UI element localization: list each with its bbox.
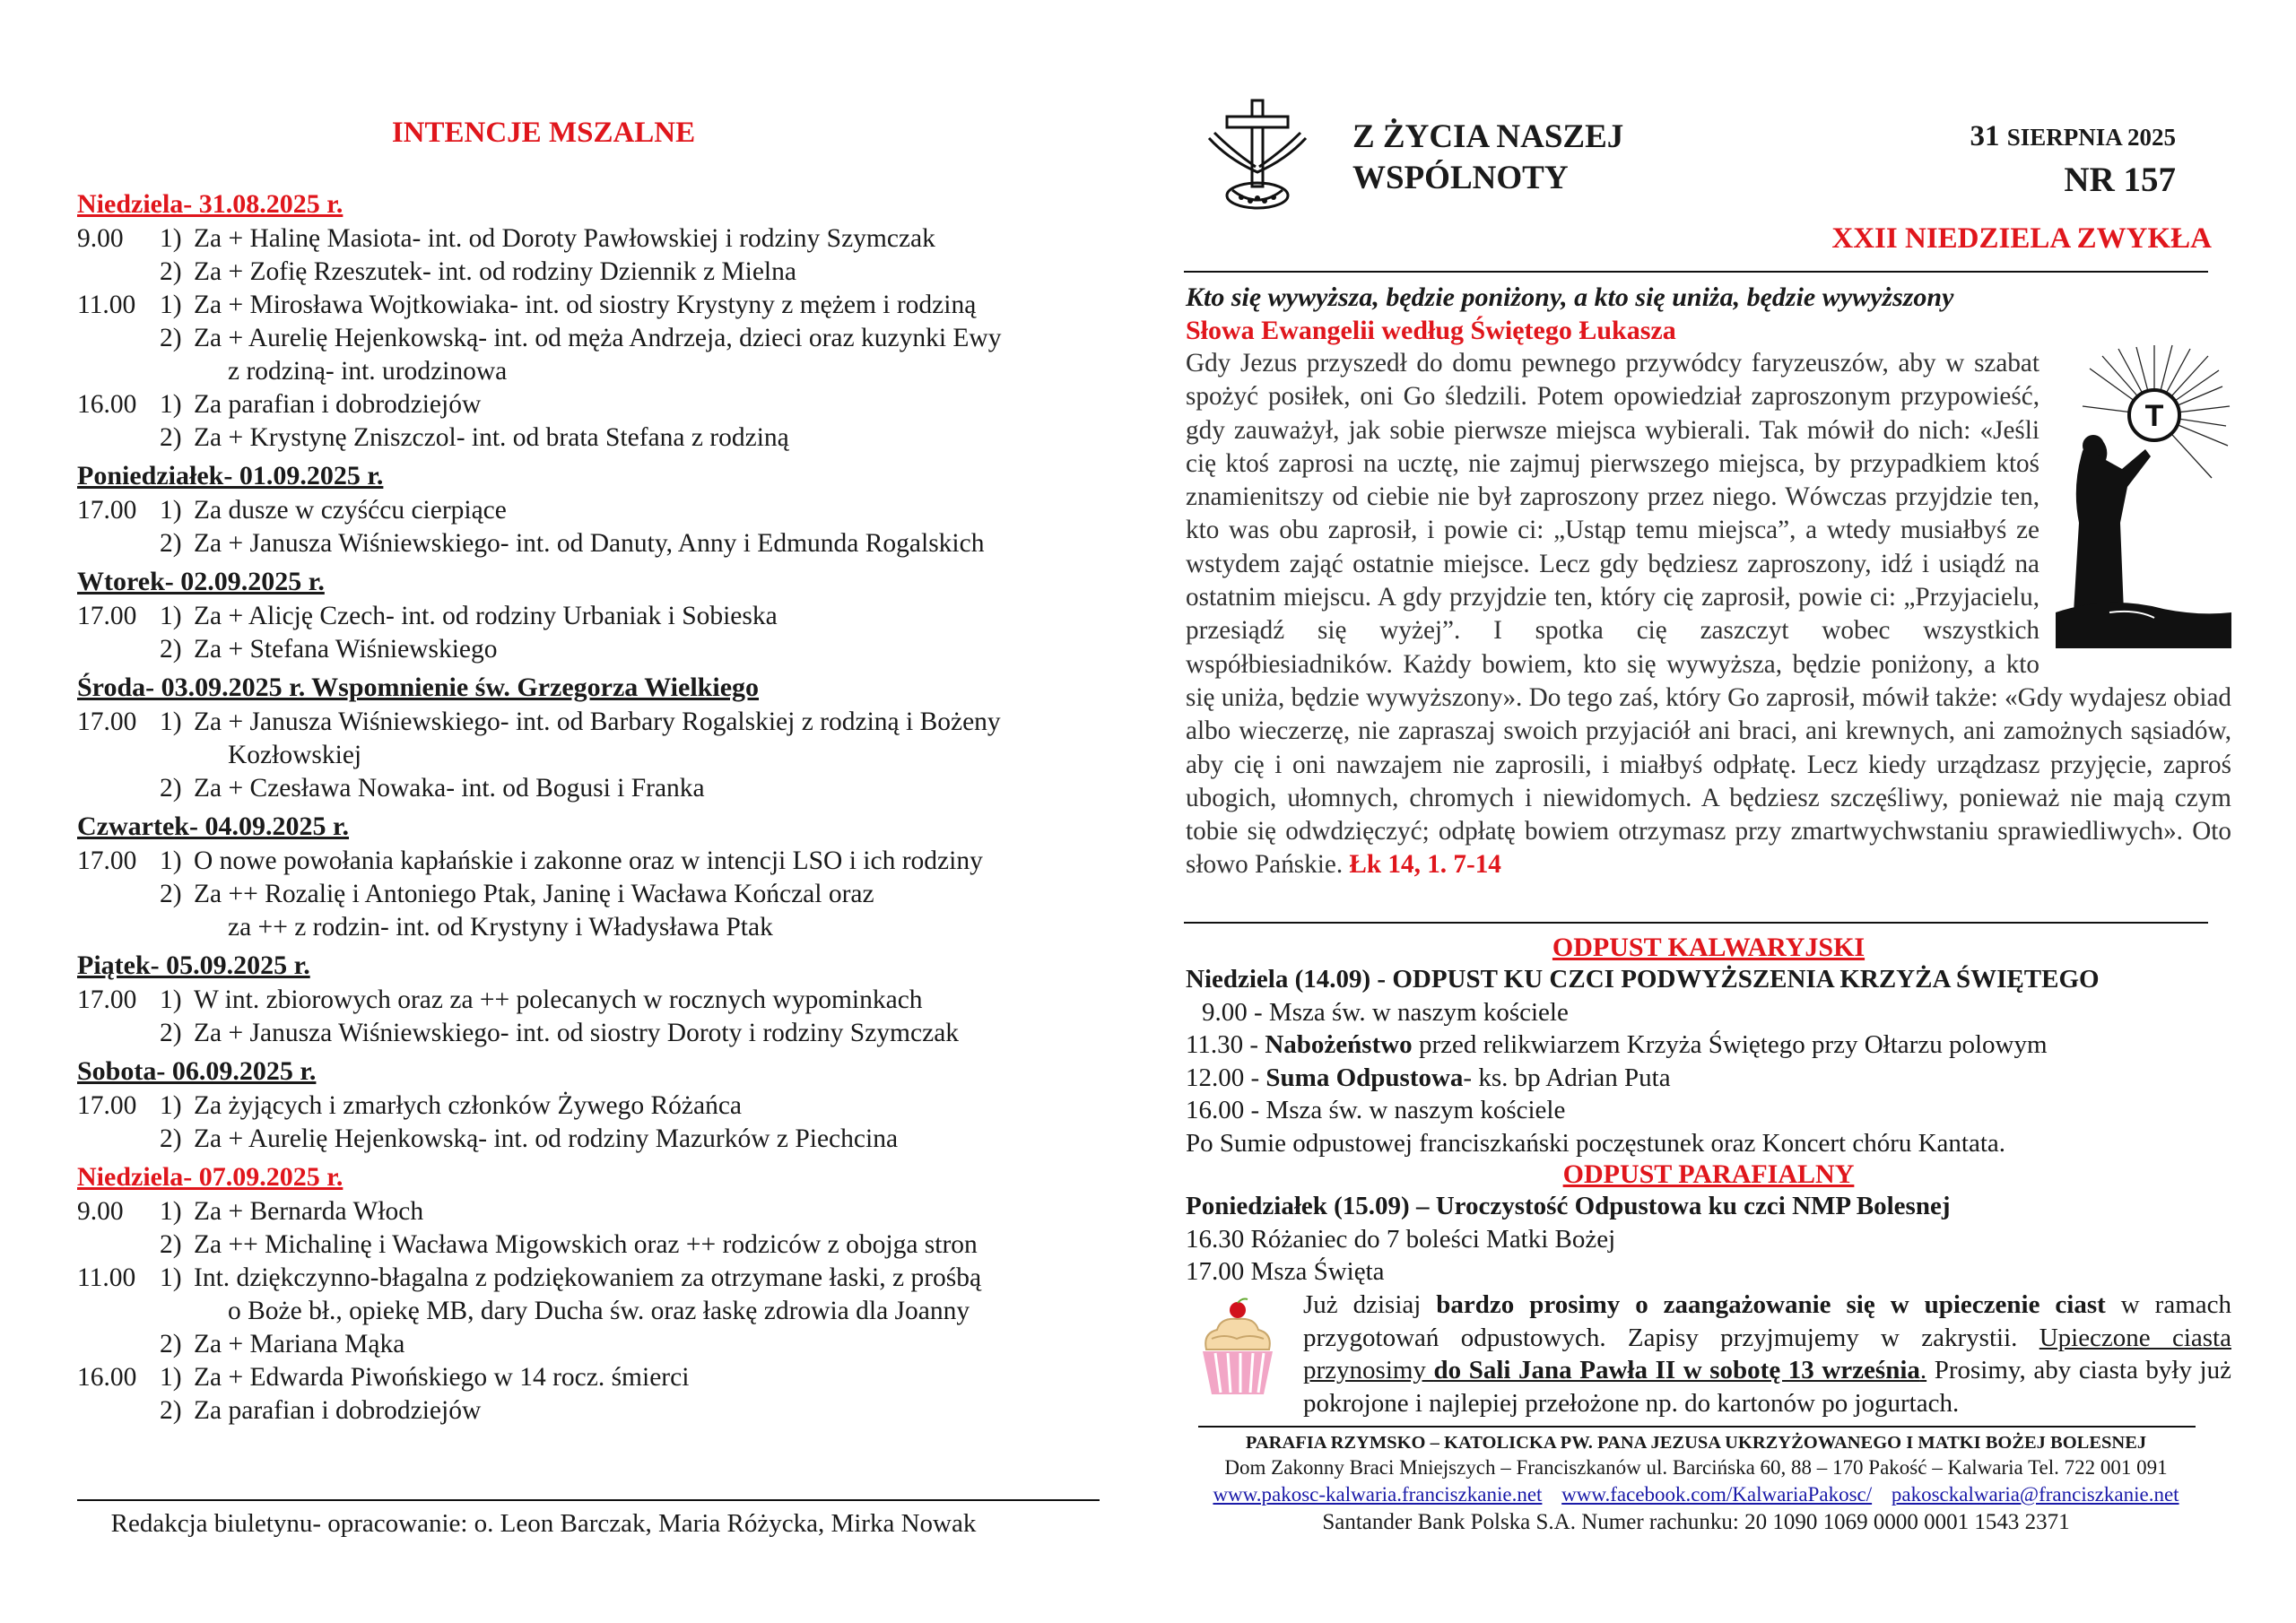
time-label: 12.00 -	[1186, 1063, 1266, 1092]
mass-time	[77, 421, 160, 455]
parish-address: Dom Zakonny Braci Mniejszych – Franciszkanów ul. Barcińska 60, 88 – 170 Pakość – Kalwaria Tel. 722 001 091	[1224, 1456, 2168, 1479]
bulletin-title-line2: WSPÓLNOTY	[1352, 160, 1569, 196]
website-link[interactable]: www.pakosc-kalwaria.franciszkanie.net	[1213, 1483, 1543, 1506]
issue-date	[1970, 120, 2176, 153]
intention-number: 2)	[160, 1330, 182, 1358]
intention-number: 1)	[160, 1091, 182, 1120]
cake-notice-request: bardzo prosimy o zaangażowanie się w upieczenie ciast	[1436, 1290, 2106, 1319]
mass-intention	[77, 494, 1100, 527]
intention-text: o Boże bł., opiekę MB, dary Ducha św. oraz łaskę zdrowia dla Joanny	[228, 1297, 970, 1325]
mass-time	[77, 256, 160, 289]
cake-notice-text: Już dzisiaj	[1303, 1290, 1437, 1319]
intention-text: Za + Janusza Wiśniewskiego- int. od Barbary Rogalskiej z rodziną i Bożeny	[194, 707, 1001, 736]
odpust-kalwaryjski-line	[1186, 1062, 2231, 1095]
intentions-list	[77, 187, 1100, 1431]
issue-date-month: SIERPNIA 2025	[2006, 124, 2176, 151]
intention-text: Za + Zofię Rzeszutek- int. od rodziny Dziennik z Mielna	[194, 257, 796, 286]
day-heading: Czwartek- 04.09.2025 r.	[77, 812, 350, 841]
intention-number: 2)	[160, 529, 182, 558]
intention-text: Za + Mariana Mąka	[194, 1330, 405, 1358]
mass-time	[77, 527, 160, 560]
mass-time	[77, 633, 160, 666]
franciscan-cross-logo	[1202, 97, 1313, 213]
mass-intention	[77, 1195, 1100, 1228]
odpust-kalwaryjski-headline: Niedziela (14.09) - ODPUST KU CZCI PODWYŻSZENIA KRZYŻA ŚWIĘTEGO	[1186, 965, 2100, 994]
mass-time: 16.00	[77, 390, 137, 419]
bulletin-title-line1: Z ŻYCIA NASZEJ	[1352, 118, 1624, 155]
issue-date-day: 31	[1970, 120, 2000, 152]
intention-number: 2)	[160, 423, 182, 452]
intention-text: Za + Janusza Wiśniewskiego- int. od siostry Doroty i rodziny Szymczak	[194, 1019, 960, 1047]
parish-name: PARAFIA RZYMSKO – KATOLICKA PW. PANA JEZUSA UKRZYŻOWANEGO I MATKI BOŻEJ BOLESNEJ	[1245, 1433, 2147, 1453]
intention-text: Za dusze w czyśćcu cierpiące	[194, 496, 507, 525]
intention-number: 1)	[160, 291, 182, 319]
mass-intention	[77, 878, 1100, 944]
mass-time: 16.00	[77, 1363, 137, 1392]
cake-notice-location: do Sali Jana Pawła II w sobotę 13 września	[1433, 1356, 1920, 1384]
cake-notice-underlined: Upieczone ciasta przynosimy	[1303, 1323, 2231, 1384]
bank-account: Santander Bank Polska S.A. Numer rachunku: 20 1090 1069 0000 0001 1543 2371	[1322, 1510, 2070, 1534]
mass-intention	[77, 289, 1100, 322]
cake-notice	[1303, 1289, 2231, 1419]
intention-number: 2)	[160, 1019, 182, 1047]
cupcake-icon	[1197, 1298, 1278, 1398]
intention-text: Za ++ Rozalię i Antoniego Ptak, Janinę i Wacława Kończal oraz	[194, 880, 874, 908]
parish-links	[1184, 1481, 2208, 1508]
mass-intention	[77, 633, 1100, 666]
footer-divider	[1198, 1426, 2196, 1428]
mass-intention	[77, 1262, 1100, 1328]
intention-number: 1)	[160, 224, 182, 253]
day-block	[77, 458, 1100, 560]
odpust-parafialny-title: ODPUST PARAFIALNY	[1562, 1159, 1855, 1189]
day-block	[77, 1159, 1100, 1428]
mass-time	[77, 322, 160, 388]
mass-time	[77, 772, 160, 805]
odpust-parafialny-line: 16.30 Różaniec do 7 boleści Matki Bożej	[1186, 1224, 1616, 1254]
intention-text: Za + Mirosława Wojtkowiaka- int. od siostry Krystyny z mężem i rodziną	[194, 291, 977, 319]
gospel-source: Słowa Ewangelii według Świętego Łukasza	[1186, 316, 1676, 345]
mass-intention	[77, 527, 1100, 560]
intention-text: Za + Aurelię Hejenkowską- int. od męża Andrzeja, dzieci oraz kuzynki Ewy	[194, 324, 1002, 352]
intention-text: Za parafian i dobrodziejów	[194, 1396, 482, 1425]
day-heading: Środa- 03.09.2025 r. Wspomnienie św. Grzegorza Wielkiego	[77, 673, 760, 702]
facebook-link[interactable]: www.facebook.com/KalwariaPakosc/	[1561, 1483, 1873, 1506]
mass-time: 17.00	[77, 602, 137, 630]
intention-number: 2)	[160, 774, 182, 803]
mass-time	[77, 1394, 160, 1428]
event-detail: przed relikwiarzem Krzyża Świętego przy Ołtarzu polowym	[1412, 1030, 2048, 1059]
intention-text: Za + Bernarda Włoch	[194, 1197, 424, 1226]
header-divider	[1184, 271, 2208, 273]
intention-text: Kozłowskiej	[228, 741, 362, 769]
mass-intention	[77, 256, 1100, 289]
mass-time	[77, 1017, 160, 1050]
intention-text: Za + Czesława Nowaka- int. od Bogusi i Franka	[194, 774, 705, 803]
intention-number: 2)	[160, 257, 182, 286]
gospel-section	[1186, 281, 2231, 882]
day-block	[77, 670, 1100, 805]
day-heading: Piątek- 05.09.2025 r.	[77, 950, 310, 980]
day-heading: Poniedziałek- 01.09.2025 r.	[77, 461, 384, 490]
mass-time: 9.00	[77, 224, 124, 253]
intentions-title: INTENCJE MSZALNE	[391, 117, 696, 149]
day-block	[77, 809, 1100, 944]
issue-number: NR 157	[2064, 161, 2176, 199]
gospel-divider	[1184, 922, 2208, 924]
mass-time	[77, 1123, 160, 1156]
intention-text: Za parafian i dobrodziejów	[194, 390, 482, 419]
bulletin-title	[1352, 117, 1623, 199]
intention-text: Za + Alicję Czech- int. od rodziny Urbaniak i Sobieska	[194, 602, 778, 630]
intention-text: Int. dziękczynno-błagalna z podziękowaniem za otrzymane łaski, z prośbą	[194, 1263, 982, 1292]
cake-notice-text: Prosimy, aby ciasta były już pokrojone i najlepiej przełożone np. do kartonów po jogurtach.	[1303, 1356, 2231, 1418]
gospel-reference: Łk 14, 1. 7-14	[1349, 850, 1501, 880]
editors-credit: Redakcja biuletynu- opracowanie: o. Leon Barczak, Maria Różycka, Mirka Nowak	[110, 1509, 977, 1538]
intention-number: 1)	[160, 846, 182, 875]
mass-intention	[77, 772, 1100, 805]
mass-time	[77, 1228, 160, 1262]
intention-number: 1)	[160, 1263, 182, 1292]
intention-text: Za + Edwarda Piwońskiego w 14 rocz. śmierci	[194, 1363, 690, 1392]
mass-time	[77, 1328, 160, 1361]
intention-text: Za ++ Michalinę i Wacława Migowskich oraz ++ rodziców z obojga stron	[194, 1230, 978, 1259]
mass-time: 17.00	[77, 496, 137, 525]
day-block	[77, 1054, 1100, 1156]
indulgence-section	[1186, 933, 2231, 1289]
gospel-text	[1186, 347, 2231, 882]
mass-time: 11.00	[77, 1263, 136, 1292]
day-block	[77, 187, 1100, 455]
intention-number: 1)	[160, 496, 182, 525]
intention-text: W int. zbiorowych oraz za ++ polecanych w rocznych wypominkach	[194, 985, 923, 1014]
saint-anthony-illustration	[2056, 343, 2231, 648]
svg-text:T: T	[2144, 399, 2164, 433]
intention-text: O nowe powołania kapłańskie i zakonne oraz w intencji LSO i ich rodziny	[194, 846, 983, 875]
intention-number: 2)	[160, 1396, 182, 1425]
intention-number: 1)	[160, 602, 182, 630]
intention-text: Za + Krystynę Zniszczol- int. od brata Stefana z rodziną	[194, 423, 789, 452]
event-name: Nabożeństwo	[1265, 1030, 1413, 1059]
mass-intention	[77, 1123, 1100, 1156]
day-heading: Sobota- 06.09.2025 r.	[77, 1056, 317, 1086]
event-name: Suma Odpustowa	[1265, 1063, 1464, 1092]
mass-intention	[77, 222, 1100, 256]
gospel-motto: Kto się wywyższa, będzie poniżony, a kto się uniża, będzie wywyższony	[1186, 282, 1954, 312]
day-heading: Niedziela- 31.08.2025 r.	[77, 189, 344, 219]
mass-time: 17.00	[77, 846, 137, 875]
mass-time: 9.00	[77, 1197, 124, 1226]
mass-intention	[77, 1089, 1100, 1123]
left-divider	[77, 1499, 1100, 1501]
odpust-kalwaryjski-line	[1186, 1028, 2231, 1062]
odpust-kalwaryjski-line: 9.00 - Msza św. w naszym kościele	[1202, 997, 1569, 1027]
intention-number: 2)	[160, 635, 182, 664]
mass-intention	[77, 1328, 1100, 1361]
odpust-kalwaryjski-line: Po Sumie odpustowej franciszkański poczęstunek oraz Koncert chóru Kantata.	[1186, 1128, 2006, 1158]
mass-intention	[77, 1017, 1100, 1050]
intention-number: 2)	[160, 1124, 182, 1153]
mass-intention	[77, 388, 1100, 421]
day-block	[77, 564, 1100, 666]
liturgical-sunday: XXII NIEDZIELA ZWYKŁA	[1831, 222, 2212, 255]
mass-time	[77, 878, 160, 944]
mass-time: 17.00	[77, 1091, 137, 1120]
time-label: 11.30 -	[1186, 1030, 1265, 1059]
mass-intention	[77, 1394, 1100, 1428]
intention-text: za ++ z rodzin- int. od Krystyny i Władysława Ptak	[228, 913, 773, 942]
intention-number: 1)	[160, 1197, 182, 1226]
intention-text: Za + Aurelię Hejenkowską- int. od rodziny Mazurków z Piechcina	[194, 1124, 899, 1153]
intention-text: Za + Janusza Wiśniewskiego- int. od Danuty, Anny i Edmunda Rogalskich	[194, 529, 985, 558]
mass-time: 17.00	[77, 985, 137, 1014]
intention-number: 2)	[160, 880, 182, 908]
intention-number: 2)	[160, 1230, 182, 1259]
intention-number: 2)	[160, 324, 182, 352]
mass-time: 11.00	[77, 291, 136, 319]
odpust-kalwaryjski-line: 16.00 - Msza św. w naszym kościele	[1186, 1096, 1566, 1124]
odpust-kalwaryjski-title: ODPUST KALWARYJSKI	[1552, 933, 1866, 962]
event-detail: - ks. bp Adrian Puta	[1463, 1063, 1671, 1092]
intention-text: z rodziną- int. urodzinowa	[228, 357, 508, 386]
intention-text: Za + Stefana Wiśniewskiego	[194, 635, 498, 664]
mass-intention	[77, 706, 1100, 772]
mass-time: 17.00	[77, 707, 137, 736]
mass-intention	[77, 845, 1100, 878]
intention-number: 1)	[160, 985, 182, 1014]
intention-text: Za + Halinę Masiota- int. od Doroty Pawłowskiej i rodziny Szymczak	[194, 224, 935, 253]
intention-number: 1)	[160, 1363, 182, 1392]
mass-intention	[77, 984, 1100, 1017]
gospel-body: Gdy Jezus przyszedł do domu pewnego przywódcy faryzeuszów, aby w szabat spożyć posiłek, oni Go śledzili. Potem opowiedział zaproszonym przypowieść, gdy zauważył, jak sobie pierwsze miejsca wybierali. Tak mówił do nich: «Jeśli cię ktoś zaprosi na ucztę, nie zajmuj pierwszego miejsca, by przypadkiem ktoś znamienitszy od ciebie nie był zaproszony przez niego. Wówczas przyjdzie ten, kto was obu zaprosił, i powie ci: „Ustąp temu miejsca”, a wtedy musiałbyś ze wstydem zająć ostatnie miejsce. Lecz gdy będziesz zaproszony, idź i usiądź na ostatnim miejscu. A gdy przyjdzie ten, który cię zaprosił, powie ci: „Przyjacielu, przesiądź się wyżej”. I spotka cię zaszczyt wobec wszystkich współbiesiadników. Każdy bowiem, kto się wywyższa, będzie poniżony, a kto się uniża, będzie wywyższony». Do tego zaś, który Go zaprosił, mówił także: «Gdy wydajesz obiad albo wieczerzę, nie zapraszaj swoich przyjaciół ani braci, ani krewnych, ani zamożnych sąsiadów, aby cię i oni nawzajem nie zaprosili, i miałbyś odpłatę. Lecz kiedy urządzasz przyjęcie, zaproś ubogich, ułomnych, chromych i niewidomych. A będziesz szczęśliwy, ponieważ nie mają czym tobie się odwdzięczyć; odpłatę bowiem otrzymasz przy zmartwychwstaniu sprawiedliwych». Oto słowo Pańskie.	[1186, 349, 2231, 880]
email-link[interactable]: pakosckalwaria@franciszkanie.net	[1891, 1483, 2179, 1506]
cake-notice-text: w ramach przygotowań odpustowych. Zapisy przyjmujemy w zakrystii.	[1303, 1290, 2232, 1352]
day-heading: Niedziela- 07.09.2025 r.	[77, 1162, 344, 1192]
mass-intention	[77, 421, 1100, 455]
intention-number: 1)	[160, 390, 182, 419]
cake-notice-underlined: .	[1919, 1356, 1927, 1384]
day-heading: Wtorek- 02.09.2025 r.	[77, 567, 325, 596]
intention-number: 1)	[160, 707, 182, 736]
parish-footer	[1184, 1431, 2208, 1537]
mass-intention	[77, 600, 1100, 633]
mass-intention	[77, 322, 1100, 388]
odpust-parafialny-line: 17.00 Msza Święta	[1186, 1257, 1385, 1286]
day-block	[77, 948, 1100, 1050]
intention-text: Za żyjących i zmarłych członków Żywego Różańca	[194, 1091, 743, 1120]
mass-intention	[77, 1361, 1100, 1394]
mass-intention	[77, 1228, 1100, 1262]
odpust-parafialny-headline: Poniedziałek (15.09) – Uroczystość Odpustowa ku czci NMP Bolesnej	[1186, 1192, 1951, 1220]
